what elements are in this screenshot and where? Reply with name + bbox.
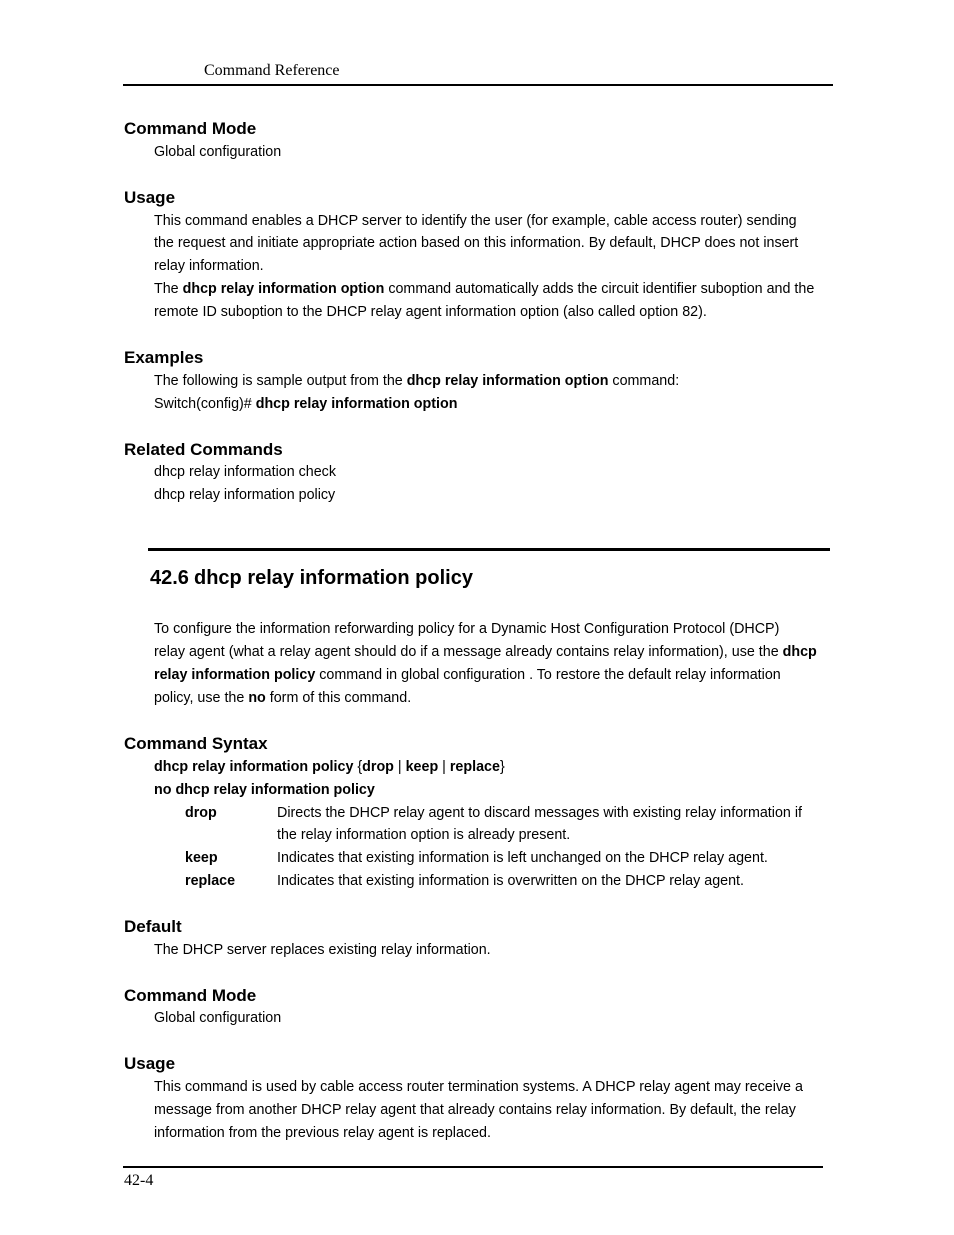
syntax-line-1: dhcp relay information policy {drop | keep | replace} bbox=[154, 759, 505, 775]
command-keyword: dhcp relay information option bbox=[182, 281, 385, 297]
usage-line-1: This command is used by cable access router termination systems. A DHCP relay agent may receive a bbox=[154, 1079, 803, 1095]
command-mode-text: Global configuration bbox=[154, 1010, 282, 1026]
usage-line-3: information from the previous relay agent is replaced. bbox=[154, 1125, 491, 1141]
param-name-keep: keep bbox=[185, 850, 218, 866]
command-mode-heading: Command Mode bbox=[124, 986, 257, 1005]
usage-line-2: the request and initiate appropriate action based on this information. By default, DHCP does not insert bbox=[154, 235, 799, 251]
param-desc-replace: Indicates that existing information is overwritten on the DHCP relay agent. bbox=[277, 873, 745, 889]
examples-cli-line: Switch(config)# dhcp relay information option bbox=[154, 396, 458, 412]
related-command-item: dhcp relay information check bbox=[154, 464, 336, 480]
usage-line-5: remote ID suboption to the DHCP relay agent information option (also called option 82). bbox=[154, 304, 707, 320]
command-keyword: dhcp relay information option bbox=[255, 396, 458, 412]
param-name-replace: replace bbox=[185, 873, 236, 889]
param-name-drop: drop bbox=[185, 805, 217, 821]
intro-line-1: To configure the information reforwarding policy for a Dynamic Host Configuration Protocol (DHCP) bbox=[154, 621, 780, 637]
usage-line-2: message from another DHCP relay agent that already contains relay information. By default, the relay bbox=[154, 1102, 796, 1118]
usage-line-4: The dhcp relay information option command automatically adds the circuit identifier suboption and the bbox=[154, 281, 815, 297]
command-syntax-heading: Command Syntax bbox=[124, 734, 268, 753]
section-number: 42.6 bbox=[150, 567, 189, 589]
default-heading: Default bbox=[124, 917, 182, 936]
usage-line-1: This command enables a DHCP server to identify the user (for example, cable access router) sending bbox=[154, 213, 797, 229]
command-mode-text: Global configuration bbox=[154, 144, 282, 160]
section-title: 42.6 dhcp relay information policy bbox=[150, 567, 473, 589]
related-command-item: dhcp relay information policy bbox=[154, 487, 336, 503]
default-text: The DHCP server replaces existing relay information. bbox=[154, 942, 491, 958]
page-number: 42-4 bbox=[124, 1172, 154, 1189]
command-keyword: dhcp relay information option bbox=[406, 373, 609, 389]
related-commands-heading: Related Commands bbox=[124, 440, 283, 459]
section-rule bbox=[148, 548, 830, 551]
footer-rule bbox=[123, 1166, 823, 1168]
usage-heading: Usage bbox=[124, 1054, 176, 1073]
param-desc-drop-2: the relay information option is already present. bbox=[277, 827, 571, 843]
command-mode-heading: Command Mode bbox=[124, 119, 257, 138]
param-desc-drop-1: Directs the DHCP relay agent to discard messages with existing relay information if bbox=[277, 805, 802, 821]
intro-line-3: relay information policy command in global configuration . To restore the default relay information bbox=[154, 667, 781, 683]
examples-heading: Examples bbox=[124, 348, 204, 367]
syntax-line-2: no dhcp relay information policy bbox=[154, 782, 375, 798]
usage-heading: Usage bbox=[124, 188, 176, 207]
intro-line-2: relay agent (what a relay agent should do if a message already contains relay information), use the dhcp bbox=[154, 644, 817, 660]
intro-line-4: policy, use the no form of this command. bbox=[154, 690, 412, 706]
param-desc-keep: Indicates that existing information is left unchanged on the DHCP relay agent. bbox=[277, 850, 768, 866]
usage-line-3: relay information. bbox=[154, 258, 264, 274]
running-header-title: Command Reference bbox=[204, 62, 340, 79]
examples-line-1: The following is sample output from the dhcp relay information option command: bbox=[154, 373, 680, 389]
header-rule bbox=[123, 84, 833, 86]
